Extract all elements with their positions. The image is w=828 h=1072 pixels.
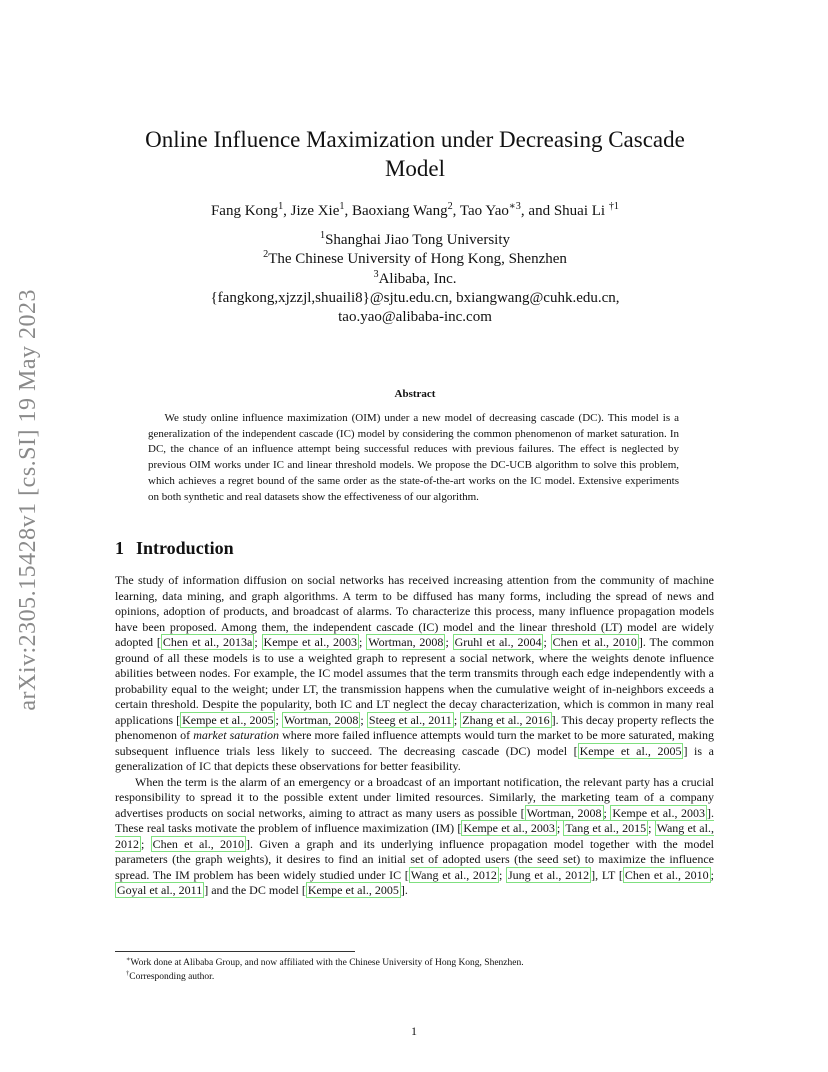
- citation-link[interactable]: Wang et al., 2012: [115, 821, 714, 851]
- citation-link[interactable]: Kempe et al., 2003: [612, 805, 705, 820]
- author: Fang Kong$^1$: [210, 201, 284, 219]
- author: Tao Yao$^{∗3}$: [459, 201, 521, 219]
- citation-link[interactable]: Wortman, 2008: [526, 805, 602, 820]
- page-number: 1: [411, 1024, 417, 1038]
- author: Baoxiang Wang$^2$: [351, 201, 453, 219]
- citation-link[interactable]: Zhang et al., 2016: [462, 712, 550, 727]
- author: Shuai Li $^{\dagger 1}$: [553, 201, 620, 219]
- email-line: tao.yao@alibaba-inc.com: [338, 309, 492, 326]
- footnote-divider: [115, 951, 355, 952]
- citation-link[interactable]: Kempe et al., 2005: [579, 743, 682, 758]
- citation-link[interactable]: Gruhl et al., 2004: [454, 635, 542, 649]
- footnote: ∗Work done at Alibaba Group, and now affiliated with the Chinese University of Hong Kong, Shenzhen.: [126, 955, 524, 968]
- affiliation: $^2$The Chinese University of Hong Kong, Shenzhen: [263, 249, 567, 268]
- citation-link[interactable]: Wortman, 2008: [368, 635, 444, 649]
- citation-link[interactable]: Chen et al., 2010: [152, 836, 244, 851]
- section-heading: [115, 538, 234, 559]
- citation-link[interactable]: Steeg et al., 2011: [368, 712, 452, 727]
- title-line-1: Online Influence Maximization under Decreasing Cascade: [145, 127, 685, 152]
- paragraph: When the term is the alarm of an emergency or a broadcast of an important notification, the relevant party has a crucial responsibility to spread it to the possible extent under limited resources. Similarly, the marketing team of a company advertises products on social networks, aiming to attract as many users as possible [ Wortman, 2008 ; Kempe et al., 2003 ]. These real tasks motivate the problem of influence maximization (IM) [ Kempe et al., 2003 ; Tang et al., 2015 ; Wang et al., 2012 ; Chen et al., 2010 ]. Given a graph and its underlying influence propagation model together with the model parameters (the graph weights), it desires to find an initial set of adopted users (the seed set) to maximize the influence spread. The IM problem has been widely studied under IC [ Wang et al., 2012 ; Jung et al., 2012 ], LT [ Chen et al., 2010 ; Goyal et al., 2011 ] and the DC model [ Kempe et al., 2005 ].: [115, 774, 714, 897]
- citation-link[interactable]: Kempe et al., 2003: [263, 635, 358, 649]
- affiliation: $^3$Alibaba, Inc.: [373, 268, 457, 287]
- citation-link[interactable]: Wortman, 2008: [283, 712, 359, 727]
- arxiv-identifier: arXiv:2305.15428v1 [cs.SI] 19 May 2023: [15, 289, 41, 711]
- citation-link[interactable]: Kempe et al., 2005: [307, 883, 399, 897]
- title-line-2: Model: [384, 156, 446, 181]
- citation-link[interactable]: Chen et al., 2013a: [162, 635, 253, 649]
- paragraph: The study of information diffusion on social networks has received increasing attention from the community of machine learning, data mining, and graph algorithms. A term to be diffused has many forms, including the spread of news and opinions, adoption of products, and broadcast of alarms. To characterize this process, many influence propagation models have been proposed. Among them, the independent cascade (IC) model and the linear threshold (LT) model are widely adopted [ Chen et al., 2013a ; Kempe et al., 2003 ; Wortman, 2008 ; Gruhl et al., 2004 ; Chen et al., 2010 ]. The common ground of all these models is to use a weighted graph to represent a social network, where the weights denote influence abilities between nodes. For example, the IC model assumes that the term transmits through each edge independently with a probability equal to the weight; under LT, the transmission happens when the cumulative weight of in-neighbors exceeds a certain threshold. Despite the popularity, both IC and LT neglect the decay characterization, which is common in many real applications [ Kempe et al., 2005 ; Wortman, 2008 ; Steeg et al., 2011 ; Zhang et al., 2016 ]. This decay property reflects the phenomenon of market saturation where more failed influence attempts would turn the market to be more saturated, making subsequent influence trials less likely to succeed. The decreasing cascade (DC) model [ Kempe et al., 2005 ] is a generalization of IC that depicts these observations for better feasibility.: [115, 573, 715, 773]
- abstract-body: We study online influence maximization (OIM) under a new model of decreasing cascade (DC). This model is a generalization of the independent cascade (IC) model by considering the common phenomenon of market saturation. In DC, the chance of an influence attempt being successful reduces with previous failures. The effect is neglected by previous OIM works under IC and linear threshold models. We propose the DC-UCB algorithm to solve this problem, which achieves a regret bound of the same order as the state-of-the-art works on the IC model. Extensive experiments on both synthetic and real datasets show the effectiveness of our algorithm.: [148, 412, 679, 503]
- affiliation: $^1$Shanghai Jiao Tong University: [319, 230, 510, 248]
- footnote: †Corresponding author.: [126, 969, 215, 982]
- paper-title: [115, 125, 715, 183]
- citation-link[interactable]: Jung et al., 2012: [507, 867, 590, 882]
- citation-link[interactable]: Kempe et al., 2003: [463, 821, 555, 835]
- emphasis: market saturation: [193, 728, 279, 742]
- section-number: 1: [115, 538, 124, 558]
- citation-link[interactable]: Tang et al., 2015: [565, 821, 647, 835]
- citation-link[interactable]: Goyal et al., 2011: [117, 883, 203, 897]
- introduction-body: [115, 573, 714, 899]
- footnotes: [126, 956, 524, 984]
- author-list: Fang Kong$^1$, Jize Xie$^1$, Baoxiang Wang$^2$, Tao Yao$^{∗3}$, and Shuai Li $^{\dagger 1}$: [210, 201, 620, 219]
- abstract-heading: Abstract: [394, 388, 436, 400]
- citation-link[interactable]: Chen et al., 2010: [552, 635, 637, 649]
- affiliations: [115, 231, 715, 327]
- author: Jize Xie$^1$: [290, 201, 345, 219]
- citation-link[interactable]: Chen et al., 2010: [624, 867, 709, 882]
- section-title: Introduction: [136, 538, 234, 558]
- email-line: {fangkong,xjzzjl,shuaili8}@sjtu.edu.cn, bxiangwang@cuhk.edu.cn,: [210, 289, 620, 306]
- citation-link[interactable]: Kempe et al., 2005: [182, 712, 274, 727]
- citation-link[interactable]: Wang et al., 2012: [410, 867, 497, 882]
